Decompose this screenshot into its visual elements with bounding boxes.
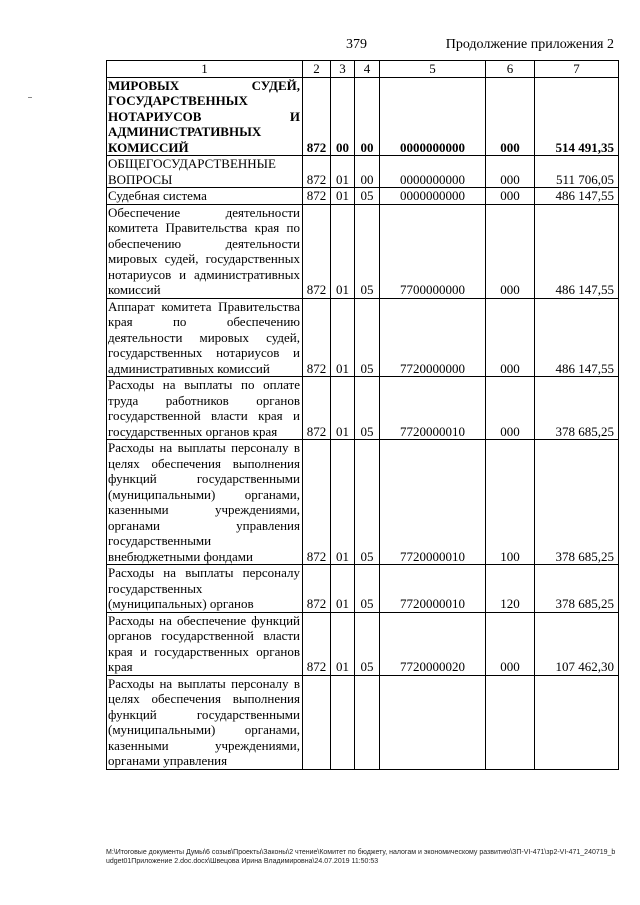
column-number: 6 [486,61,535,78]
table-row [107,377,619,440]
expense-type-cell: 000 [486,188,535,205]
target-article-cell [380,675,486,769]
target-article-cell: 7720000010 [380,377,486,440]
table-row [107,188,619,205]
expense-type-cell: 000 [486,77,535,156]
subsection-code-cell: 05 [355,298,380,377]
column-number: 3 [331,61,355,78]
row-name-cell: Расходы на выплаты по оплате труда работников органов государственной власти края и государственных органов края [107,377,303,440]
amount-cell: 486 147,55 [535,298,619,377]
subsection-code-cell: 05 [355,612,380,675]
row-name-cell: Обеспечение деятельности комитета Правительства края по обеспечению деятельности мировых судей, государственных нотариусов и административных комиссий [107,204,303,298]
column-number: 4 [355,61,380,78]
subsection-code-cell: 05 [355,188,380,205]
section-code-cell: 01 [331,440,355,565]
budget-table [106,60,619,770]
amount-cell: 514 491,35 [535,77,619,156]
row-name-cell: Расходы на обеспечение функций органов государственной власти края и государственных органов края [107,612,303,675]
ministry-code-cell: 872 [303,298,331,377]
row-name-cell: МИРОВЫХ СУДЕЙ, ГОСУДАРСТВЕННЫХ НОТАРИУСОВ И АДМИНИСТРАТИВНЫХ КОМИССИЙ [107,77,303,156]
ministry-code-cell: 872 [303,77,331,156]
target-article-cell: 0000000000 [380,156,486,188]
target-article-cell: 7720000000 [380,298,486,377]
section-code-cell: 01 [331,377,355,440]
row-name-cell: Судебная система [107,188,303,205]
ministry-code-cell: 872 [303,612,331,675]
table-row [107,675,619,769]
column-number-row [107,61,619,78]
scan-mark [28,97,32,98]
subsection-code-cell: 05 [355,377,380,440]
amount-cell: 378 685,25 [535,440,619,565]
amount-cell: 486 147,55 [535,188,619,205]
ministry-code-cell: 872 [303,377,331,440]
ministry-code-cell [303,675,331,769]
section-code-cell: 01 [331,612,355,675]
row-name-cell: Расходы на выплаты персоналу в целях обеспечения выполнения функций государственными (муниципальными) органами, казенными учреждениями, органами управления государственными внебюджетными фондами [107,440,303,565]
expense-type-cell: 000 [486,204,535,298]
amount-cell: 107 462,30 [535,612,619,675]
subsection-code-cell: 00 [355,156,380,188]
column-number: 7 [535,61,619,78]
section-code-cell: 01 [331,298,355,377]
ministry-code-cell: 872 [303,565,331,613]
amount-cell: 378 685,25 [535,377,619,440]
amount-cell: 511 706,05 [535,156,619,188]
target-article-cell: 0000000000 [380,77,486,156]
table-row [107,77,619,156]
subsection-code-cell: 05 [355,440,380,565]
row-name-cell: ОБЩЕГОСУДАРСТВЕННЫЕ ВОПРОСЫ [107,156,303,188]
row-name-cell: Расходы на выплаты персоналу в целях обеспечения выполнения функций государственными (муниципальными) органами, казенными учреждениями, органами управления [107,675,303,769]
section-code-cell [331,675,355,769]
target-article-cell: 7720000010 [380,565,486,613]
table-row [107,565,619,613]
target-article-cell: 7700000000 [380,204,486,298]
table-row [107,298,619,377]
table-row [107,204,619,298]
section-code-cell: 01 [331,156,355,188]
column-number: 5 [380,61,486,78]
expense-type-cell: 000 [486,156,535,188]
target-article-cell: 7720000010 [380,440,486,565]
subsection-code-cell: 05 [355,565,380,613]
section-code-cell: 01 [331,204,355,298]
expense-type-cell: 000 [486,612,535,675]
column-number: 2 [303,61,331,78]
section-code-cell: 00 [331,77,355,156]
expense-type-cell: 000 [486,298,535,377]
section-code-cell: 01 [331,188,355,205]
amount-cell: 486 147,55 [535,204,619,298]
ministry-code-cell: 872 [303,440,331,565]
target-article-cell: 7720000020 [380,612,486,675]
column-number: 1 [107,61,303,78]
expense-type-cell: 120 [486,565,535,613]
subsection-code-cell: 00 [355,77,380,156]
expense-type-cell: 100 [486,440,535,565]
amount-cell: 378 685,25 [535,565,619,613]
ministry-code-cell: 872 [303,156,331,188]
expense-type-cell [486,675,535,769]
row-name-cell: Аппарат комитета Правительства края по обеспечению деятельности мировых судей, государственных нотариусов и административных комиссий [107,298,303,377]
subsection-code-cell [355,675,380,769]
page-caption: Продолжение приложения 2 [445,37,614,52]
document-path-footer: М:\Итоговые документы Думы\6 созыв\Проекты\Законы\2 чтение\Комитет по бюджету, налогам и экономическому развитию\ЗП-VI-471\зр2-VI-471_240719_budget01Приложение 2.doc.docx\Швецова Ирина Владимировна\24.07.2019 11:50:53 [106,849,616,865]
subsection-code-cell: 05 [355,204,380,298]
target-article-cell: 0000000000 [380,188,486,205]
table-row [107,156,619,188]
table-row [107,612,619,675]
ministry-code-cell: 872 [303,188,331,205]
page-number: 379 [346,37,367,52]
ministry-code-cell: 872 [303,204,331,298]
row-name-cell: Расходы на выплаты персоналу государственных (муниципальных) органов [107,565,303,613]
amount-cell [535,675,619,769]
section-code-cell: 01 [331,565,355,613]
expense-type-cell: 000 [486,377,535,440]
table-row [107,440,619,565]
